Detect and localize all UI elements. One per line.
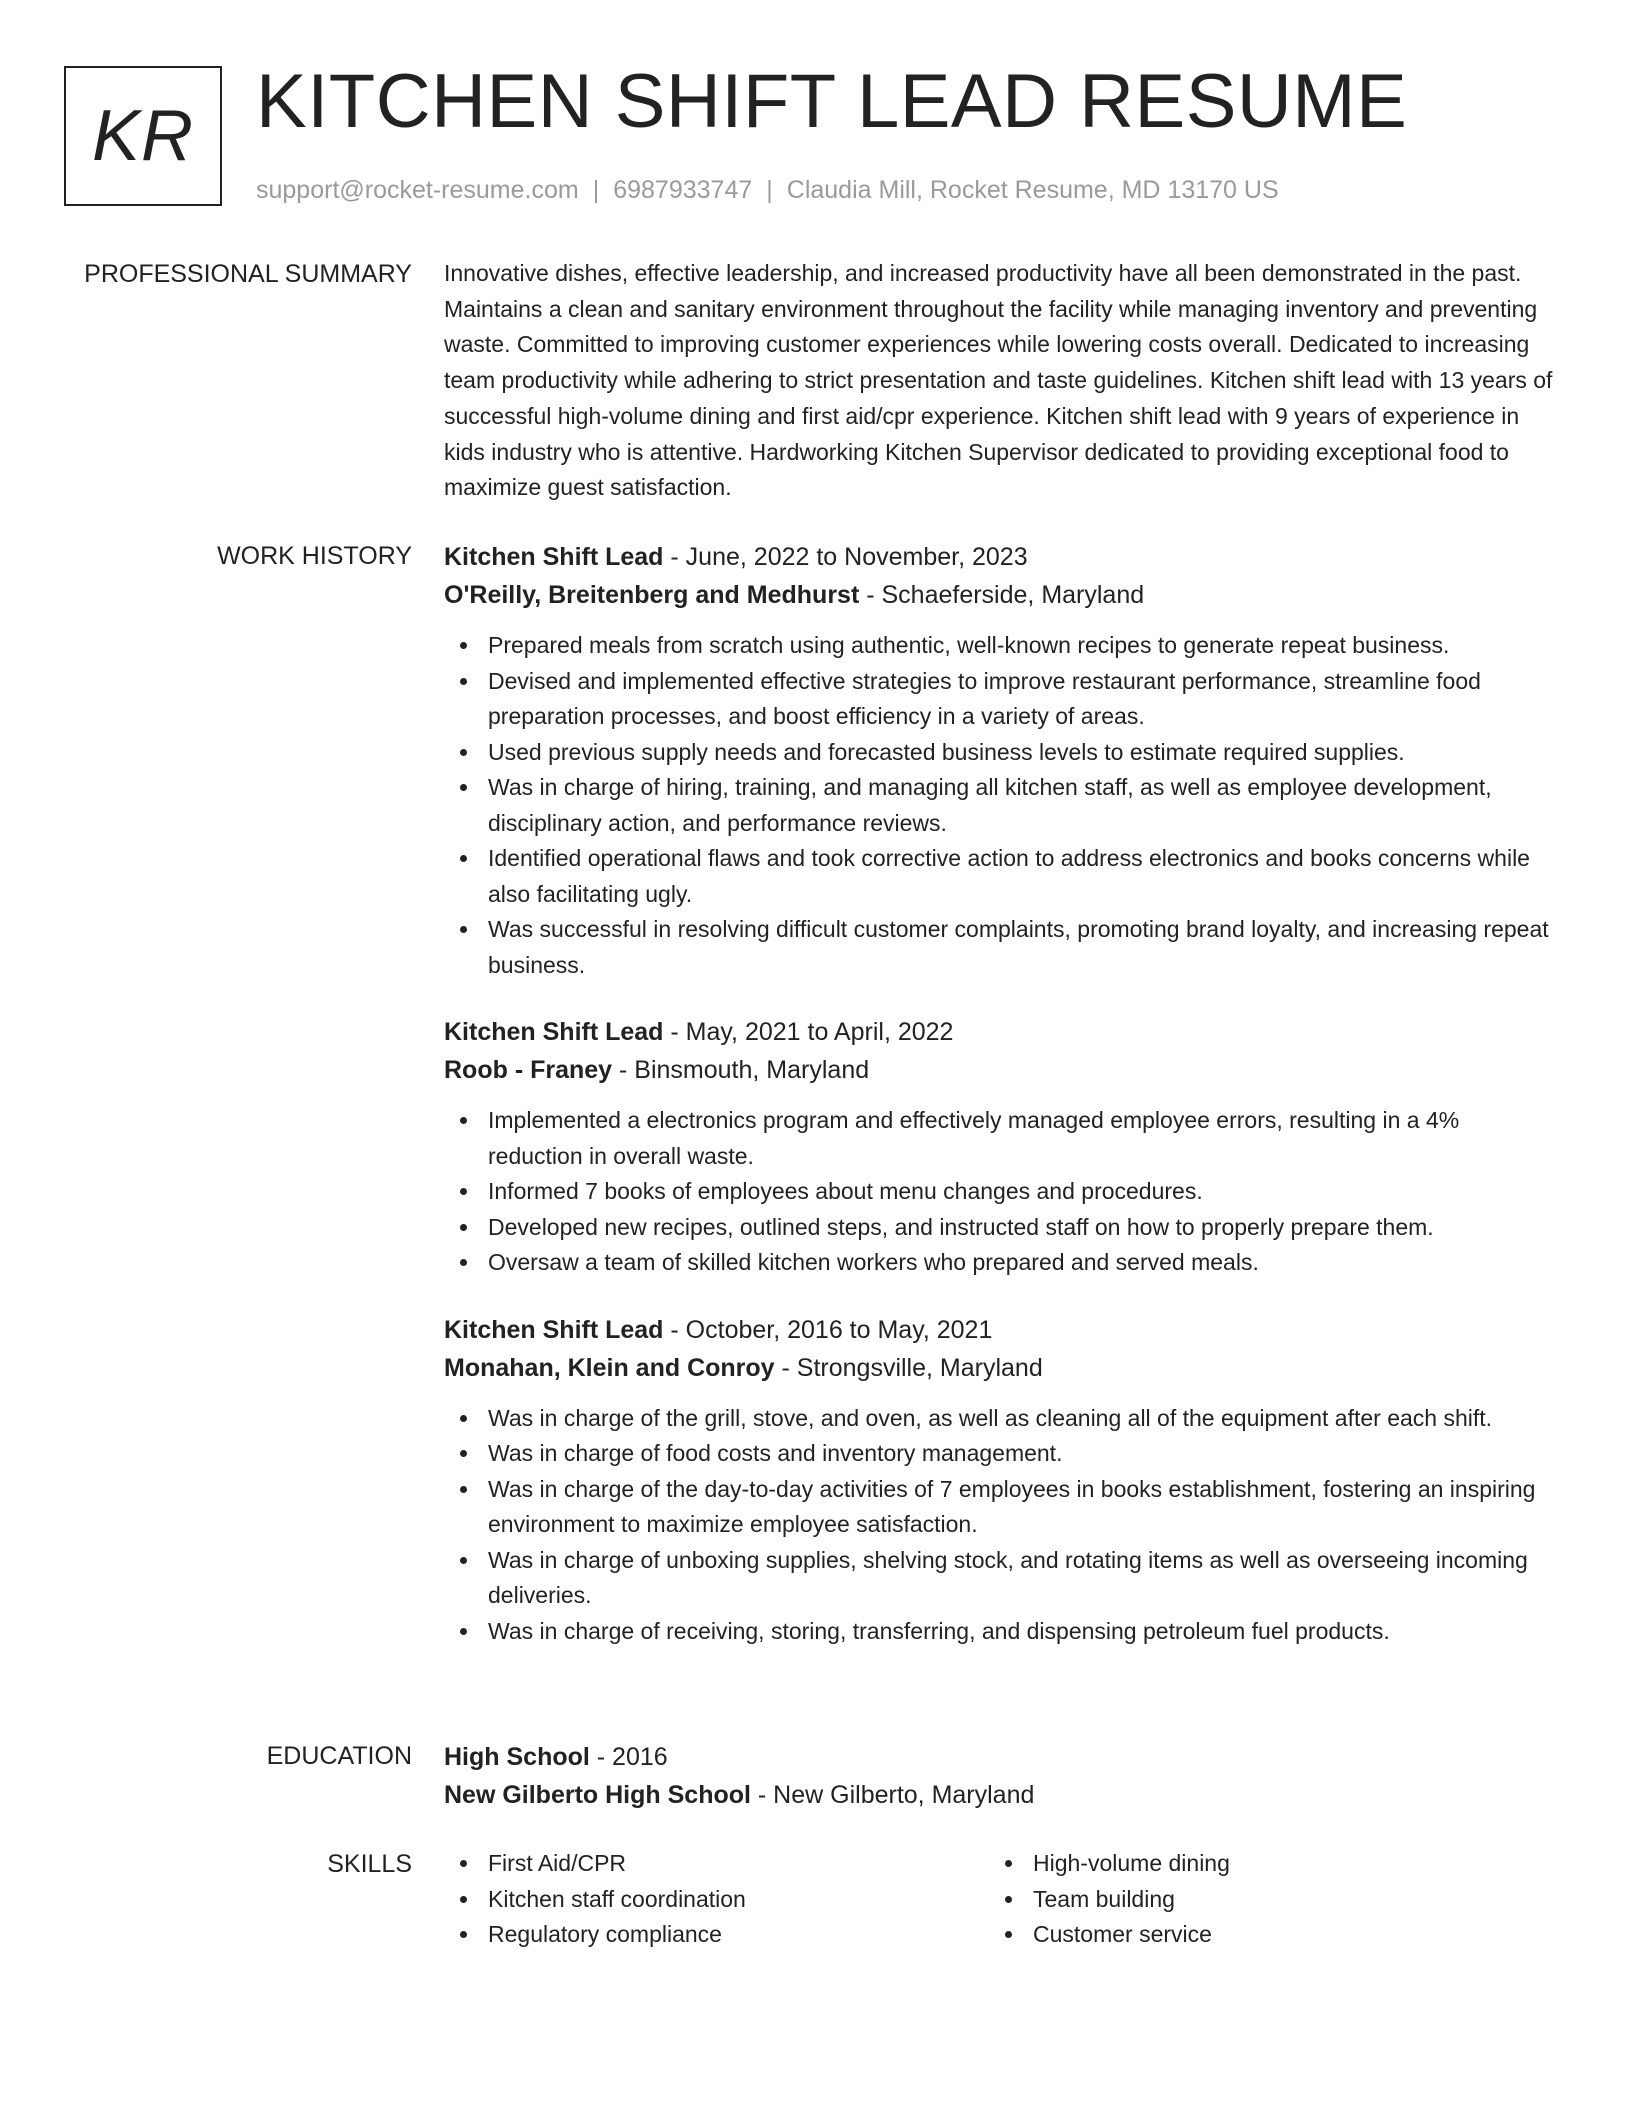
bullet-dot-icon (460, 1486, 467, 1493)
skills-list-left (444, 1846, 989, 1953)
list-item: Was in charge of unboxing supplies, shelving stock, and rotating items as well as overseeing incoming deliveries. (444, 1543, 1554, 1614)
job-location: - Strongsville, Maryland (774, 1353, 1043, 1382)
skills-body (444, 1846, 1554, 1953)
contact-separator: | (592, 176, 600, 204)
bullet-dot-icon (460, 1188, 467, 1195)
list-item: Informed 7 books of employees about menu changes and procedures. (444, 1174, 1554, 1210)
section-label-skills: SKILLS (327, 1850, 412, 1878)
list-item: Was in charge of the grill, stove, and oven, as well as cleaning all of the equipment after each shift. (444, 1401, 1554, 1437)
job-entry (444, 538, 1554, 983)
bullet-dot-icon (460, 784, 467, 791)
list-item: Was in charge of food costs and inventory management. (444, 1436, 1554, 1472)
bullet-dot-icon (460, 1259, 467, 1266)
monogram-badge (64, 66, 222, 206)
contact-address: Claudia Mill, Rocket Resume, MD 13170 US (786, 176, 1279, 204)
list-item: Kitchen staff coordination (444, 1882, 989, 1918)
bullet-dot-icon (460, 926, 467, 933)
contact-separator: | (766, 176, 773, 204)
education-year: - 2016 (589, 1743, 668, 1771)
bullet-dot-icon (460, 1224, 467, 1231)
bullet-dot-icon (460, 1117, 467, 1124)
job-title: Kitchen Shift Lead (444, 543, 664, 571)
section-label-work-history: WORK HISTORY (217, 542, 412, 570)
contact-email: support@rocket-resume.com (256, 176, 579, 204)
job-dates: - May, 2021 to April, 2022 (663, 1018, 954, 1046)
bullet-dot-icon (460, 1450, 467, 1457)
job-company: O'Reilly, Breitenberg and Medhurst (444, 581, 860, 609)
summary-body (444, 256, 1554, 506)
education-degree-line (444, 1738, 1554, 1776)
resume-title: KITCHEN SHIFT LEAD RESUME (256, 59, 1408, 144)
job-bullet-list (444, 1103, 1554, 1281)
list-item: Identified operational flaws and took corrective action to address electronics and books concerns while also facilitating ugly. (444, 841, 1554, 912)
job-company-line (444, 1051, 1554, 1089)
section-label-education: EDUCATION (266, 1742, 412, 1770)
work-history-body (444, 538, 1554, 1649)
bullet-dot-icon (460, 678, 467, 685)
bullet-dot-icon (460, 1860, 467, 1867)
job-company-line (444, 576, 1554, 614)
list-item: Was in charge of receiving, storing, transferring, and dispensing petroleum fuel products. (444, 1614, 1554, 1650)
list-item: Customer service (989, 1917, 1534, 1953)
job-location: - Schaeferside, Maryland (859, 581, 1145, 609)
bullet-dot-icon (460, 1931, 467, 1938)
job-title-line (444, 538, 1554, 576)
list-item: Implemented a electronics program and effectively managed employee errors, resulting in a 4% reduction in overall waste. (444, 1103, 1554, 1174)
bullet-dot-icon (460, 1628, 467, 1635)
education-school-line (444, 1776, 1554, 1814)
job-entry (444, 1013, 1554, 1281)
list-item: Was in charge of the day-to-day activities of 7 employees in books establishment, fostering an inspiring environment to maximize employee satisfaction. (444, 1472, 1554, 1543)
list-item: Used previous supply needs and forecasted business levels to estimate required supplies. (444, 735, 1554, 771)
summary-text: Innovative dishes, effective leadership, and increased productivity have all been demonstrated in the past. Maintains a clean and sanitary environment throughout the facility while managing inventory and preventing waste. Committed to improving customer experiences while lowering costs overall. Dedicated to increasing team productivity while adhering to strict presentation and taste guidelines. Kitchen shift lead with 13 years of successful high-volume dining and first aid/cpr experience. Kitchen shift lead with 9 years of experience in kids industry who is attentive. Hardworking Kitchen Supervisor dedicated to providing exceptional food to maximize guest satisfaction. (444, 260, 1553, 501)
bullet-dot-icon (1005, 1931, 1012, 1938)
job-entry (444, 1311, 1554, 1650)
job-bullet-list (444, 1401, 1554, 1650)
job-company: Monahan, Klein and Conroy (444, 1353, 775, 1382)
list-item: Developed new recipes, outlined steps, and instructed staff on how to properly prepare them. (444, 1210, 1554, 1246)
list-item: Team building (989, 1882, 1534, 1918)
job-bullet-list (444, 628, 1554, 983)
list-item: High-volume dining (989, 1846, 1534, 1882)
bullet-dot-icon (460, 855, 467, 862)
job-title: Kitchen Shift Lead (444, 1018, 664, 1046)
bullet-dot-icon (460, 642, 467, 649)
section-label-summary: PROFESSIONAL SUMMARY (84, 260, 412, 288)
list-item: First Aid/CPR (444, 1846, 989, 1882)
list-item: Was successful in resolving difficult customer complaints, promoting brand loyalty, and increasing repeat business. (444, 912, 1554, 983)
list-item: Prepared meals from scratch using authentic, well-known recipes to generate repeat business. (444, 628, 1554, 664)
bullet-dot-icon (460, 749, 467, 756)
job-title-line (444, 1311, 1554, 1349)
bullet-dot-icon (460, 1896, 467, 1903)
contact-line (256, 172, 1279, 208)
bullet-dot-icon (460, 1415, 467, 1422)
education-degree: High School (444, 1743, 590, 1771)
skills-list-right (989, 1846, 1534, 1953)
job-location: - Binsmouth, Maryland (612, 1056, 870, 1084)
bullet-dot-icon (1005, 1896, 1012, 1903)
job-dates: - October, 2016 to May, 2021 (663, 1315, 993, 1344)
job-company-line (444, 1349, 1554, 1387)
list-item: Was in charge of hiring, training, and managing all kitchen staff, as well as employee development, disciplinary action, and performance reviews. (444, 770, 1554, 841)
list-item: Devised and implemented effective strategies to improve restaurant performance, streamline food preparation processes, and boost efficiency in a variety of areas. (444, 664, 1554, 735)
job-company: Roob - Franey (444, 1056, 613, 1084)
job-dates: - June, 2022 to November, 2023 (663, 543, 1028, 571)
monogram-initials: KR (91, 96, 195, 176)
skills-grid (444, 1846, 1554, 1953)
job-title: Kitchen Shift Lead (444, 1315, 664, 1344)
contact-phone: 6987933747 (613, 176, 753, 204)
list-item: Oversaw a team of skilled kitchen workers who prepared and served meals. (444, 1245, 1554, 1281)
bullet-dot-icon (1005, 1860, 1012, 1867)
education-school: New Gilberto High School (444, 1781, 751, 1809)
job-title-line (444, 1013, 1554, 1051)
list-item: Regulatory compliance (444, 1917, 989, 1953)
education-location: - New Gilberto, Maryland (750, 1781, 1035, 1809)
education-body (444, 1738, 1554, 1814)
bullet-dot-icon (460, 1557, 467, 1564)
